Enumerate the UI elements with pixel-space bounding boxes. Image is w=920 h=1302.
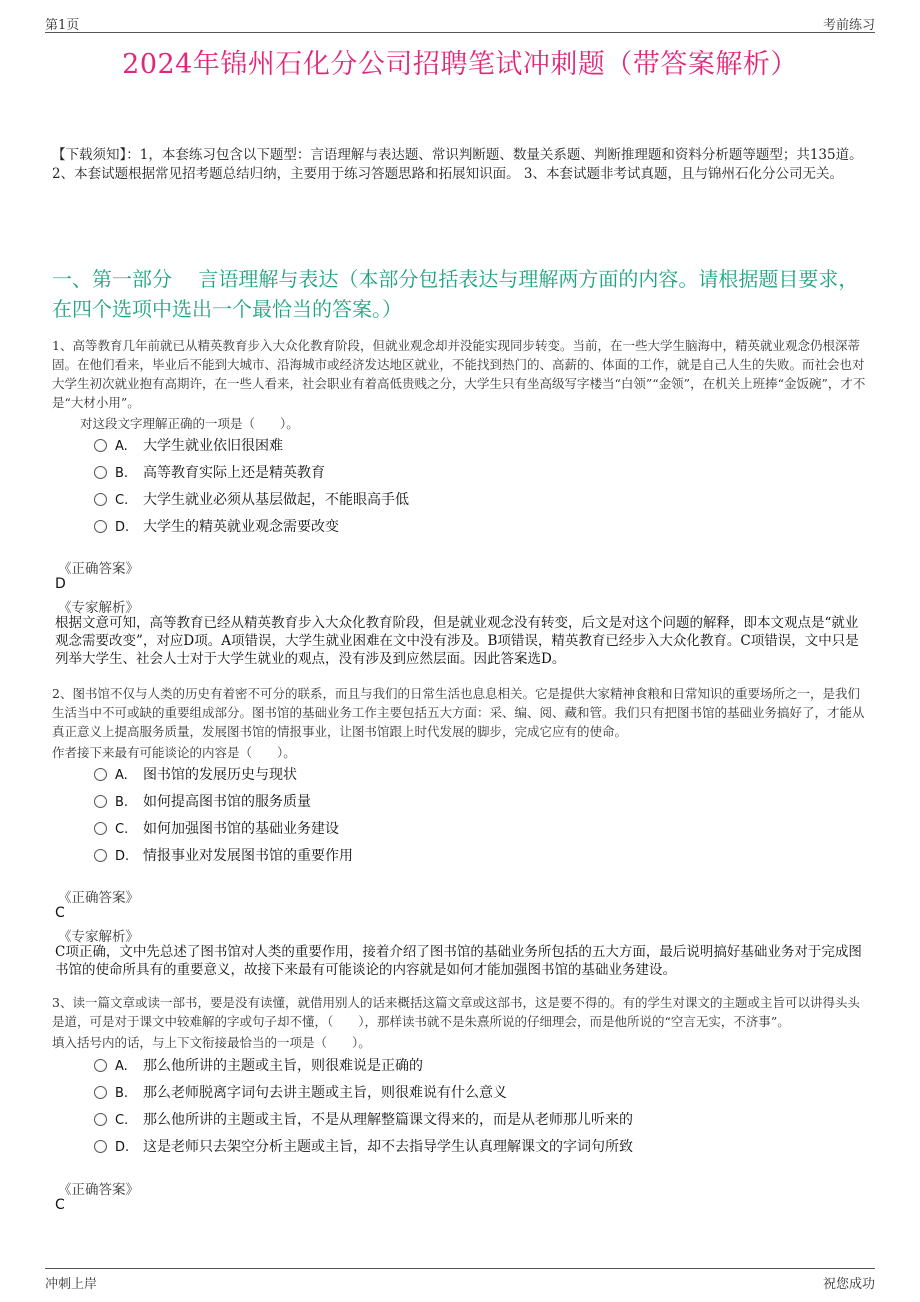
option-text: 大学生就业依旧很困难 [143, 438, 283, 454]
option-letter: D. [115, 520, 130, 535]
footer-right: 祝您成功 [822, 1277, 875, 1292]
footer-left: 冲刺上岸 [45, 1277, 98, 1292]
radio-icon[interactable] [94, 1086, 107, 1099]
radio-icon[interactable] [94, 520, 107, 533]
question-3-option-a[interactable] [94, 1055, 423, 1075]
option-letter: B. [115, 466, 129, 481]
radio-icon[interactable] [94, 493, 107, 506]
analysis-label: 《专家解析》 [58, 600, 139, 616]
option-letter: C. [115, 493, 129, 508]
option-letter: D. [115, 849, 130, 864]
radio-icon[interactable] [94, 1059, 107, 1072]
question-1-option-c[interactable] [94, 489, 409, 509]
radio-icon[interactable] [94, 849, 107, 862]
option-letter: C. [115, 1113, 129, 1128]
section-heading: 一、第一部分 言语理解与表达（本部分包括表达与理解两方面的内容。请根据题目要求，在四个选项中选出一个最恰当的答案。） [52, 267, 859, 321]
question-1-option-d[interactable] [94, 516, 339, 536]
answer-label: 《正确答案》 [58, 890, 139, 906]
option-letter: C. [115, 822, 129, 837]
page-footer [45, 1268, 875, 1293]
option-text: 高等教育实际上还是精英教育 [143, 465, 325, 481]
question-2-option-a[interactable] [94, 764, 297, 784]
option-text: 那么老师脱离字词句去讲主题或主旨，则很难说有什么意义 [143, 1085, 507, 1101]
question-3-ask: 填入括号内的话，与上下文衔接最恰当的一项是（ ）。 [52, 1035, 371, 1050]
question-3-option-b[interactable] [94, 1082, 507, 1102]
question-2-answer: C [55, 905, 65, 921]
header-label: 考前练习 [822, 18, 875, 33]
option-text: 如何提高图书馆的服务质量 [143, 794, 311, 810]
radio-icon[interactable] [94, 822, 107, 835]
radio-icon[interactable] [94, 795, 107, 808]
question-2-option-d[interactable] [94, 845, 353, 865]
radio-icon[interactable] [94, 768, 107, 781]
option-text: 如何加强图书馆的基础业务建设 [143, 821, 339, 837]
option-letter: D. [115, 1140, 130, 1155]
question-3-option-c[interactable] [94, 1109, 633, 1129]
question-1-answer: D [55, 576, 66, 592]
question-2-ask: 作者接下来最有可能谈论的内容是（ ）。 [52, 745, 296, 760]
radio-icon[interactable] [94, 439, 107, 452]
radio-icon[interactable] [94, 1113, 107, 1126]
option-text: 那么他所讲的主题或主旨，则很难说是正确的 [143, 1058, 423, 1074]
radio-icon[interactable] [94, 466, 107, 479]
option-letter: A. [115, 768, 128, 783]
question-2-option-c[interactable] [94, 818, 339, 838]
option-letter: B. [115, 795, 129, 810]
question-1-option-b[interactable] [94, 462, 325, 482]
option-text: 这是老师只去架空分析主题或主旨，却不去指导学生认真理解课文的字词句所致 [143, 1139, 633, 1155]
question-3-option-d[interactable] [94, 1136, 633, 1156]
option-letter: A. [115, 439, 128, 454]
question-1-stem: 1、高等教育几年前就已从精英教育步入大众化教育阶段，但就业观念却并没能实现同步转变。当前，在一些大学生脑海中，精英就业观念仍根深蒂固。在他们看来，毕业后不能到大城市、沿海城市或经济发达地区就业，不能找到热门的、高薪的、体面的工作，就是自己人生的失败。而社会也对大学生初次就业抱有高期许，在一些人看来，社会职业有着高低贵贱之分，大学生只有坐高级写字楼当“白领”“金领”，在机关上班捧“金饭碗”，才不是“大材小用”。 [52, 338, 866, 410]
answer-label: 《正确答案》 [58, 1182, 139, 1198]
option-text: 大学生的精英就业观念需要改变 [143, 519, 339, 535]
page-number: 第1页 [45, 18, 80, 33]
download-notice: 【下载须知】：1，本套练习包含以下题型：言语理解与表达题、常识判断题、数量关系题、判断推理题和资料分析题等题型；共135道。 2、本套试题根据常见招考题总结归纳，主要用于练习答题思路和拓展知识面。 3、本套试题非考试真题，且与锦州石化分公司无关。 [52, 147, 863, 182]
question-2-stem: 2、图书馆不仅与人类的历史有着密不可分的联系，而且与我们的日常生活也息息相关。它是提供大家精神食粮和日常知识的重要场所之一，是我们生活当中不可或缺的重要组成部分。图书馆的基础业务工作主要包括五大方面：采、编、阅、藏和管。我们只有把图书馆的基础业务搞好了，才能从真正意义上提高服务质量，发展图书馆的情报事业，让图书馆跟上时代发展的脚步，完成它应有的使命。 [52, 686, 865, 739]
radio-icon[interactable] [94, 1140, 107, 1153]
option-text: 图书馆的发展历史与现状 [143, 767, 297, 783]
option-letter: A. [115, 1059, 128, 1074]
option-text: 情报事业对发展图书馆的重要作用 [143, 848, 353, 864]
analysis-label: 《专家解析》 [58, 929, 139, 945]
option-text: 大学生就业必须从基层做起，不能眼高手低 [143, 492, 409, 508]
page-header [45, 12, 875, 33]
option-text: 那么他所讲的主题或主旨，不是从理解整篇课文得来的，而是从老师那儿听来的 [143, 1112, 633, 1128]
question-2-analysis: C项正确，文中先总述了图书馆对人类的重要作用，接着介绍了图书馆的基础业务所包括的五大方面，最后说明搞好基础业务对于完成图书馆的使命所具有的重要意义，故接下来最有可能谈论的内容就是如何才能加强图书馆的基础业务建设。 [55, 944, 862, 978]
question-3-answer: C [55, 1197, 65, 1213]
document-title: 2024年锦州石化分公司招聘笔试冲刺题（带答案解析） [122, 49, 798, 80]
answer-label: 《正确答案》 [58, 561, 139, 577]
question-1-analysis: 根据文意可知，高等教育已经从精英教育步入大众化教育阶段，但是就业观念没有转变，后文是对这个问题的解释，即本文观点是“就业观念需要改变”，对应D项。A项错误，大学生就业困难在文中没有涉及。B项错误，精英教育已经步入大众化教育。C项错误，文中只是列举大学生、社会人士对于大学生就业的观点，没有涉及到应然层面。因此答案选D。 [55, 615, 859, 667]
question-1-option-a[interactable] [94, 435, 283, 455]
question-1-ask: 对这段文字理解正确的一项是（ ）。 [80, 416, 299, 431]
question-3-stem: 3、读一篇文章或读一部书，要是没有读懂，就借用别人的话来概括这篇文章或这部书，这是要不得的。有的学生对课文的主题或主旨可以讲得头头是道，可是对于课文中较难解的字或句子却不懂，（ ），那样读书就不是朱熹所说的仔细理会，而是他所说的“空言无实，不济事”。 [52, 995, 860, 1029]
option-letter: B. [115, 1086, 129, 1101]
question-2-option-b[interactable] [94, 791, 311, 811]
